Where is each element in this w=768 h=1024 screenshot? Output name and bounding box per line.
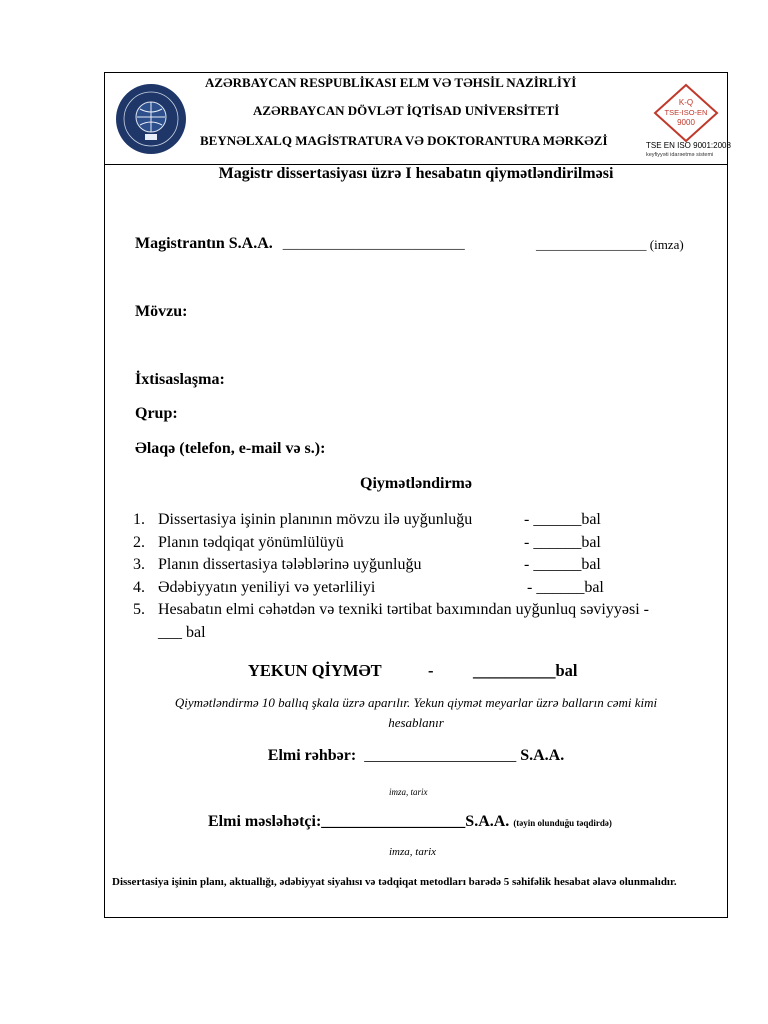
supervisor-row: [105, 747, 727, 765]
student-name-row: [135, 235, 465, 253]
signature-row: [536, 237, 684, 253]
criterion-score: - ______bal: [527, 578, 604, 596]
final-grade-dash: -: [428, 661, 434, 680]
consultant-label: Elmi məsləhətçi:: [208, 813, 322, 830]
criterion-number: 2.: [133, 533, 145, 551]
criterion-score: ___ bal: [158, 624, 206, 641]
cert-text-1: K-Q: [678, 98, 694, 107]
criterion-text: Ədəbiyyatın yeniliyi və yetərliliyi: [158, 578, 376, 596]
supervisor-label: Elmi rəhbər:: [267, 747, 357, 764]
document-header: [105, 73, 731, 165]
supervisor-saa: S.A.A.: [520, 747, 565, 764]
criterion-score: - ______bal: [524, 533, 601, 551]
criterion-text: Dissertasiya işinin planının mövzu ilə uyğunluğu: [158, 511, 473, 528]
final-grade-value: [473, 661, 578, 681]
list-item: [133, 532, 713, 555]
grading-note-line-2: hesablanır: [388, 715, 444, 730]
iso-certificate-icon: [646, 79, 731, 163]
supervisor-blank: ___________________: [364, 747, 517, 764]
final-grade-blank: __________: [473, 661, 556, 680]
criterion-number: 1.: [133, 511, 145, 528]
list-item: [133, 599, 713, 645]
consultant-sign-caption: imza, tarix: [389, 846, 437, 858]
consultant-row: [208, 813, 612, 831]
footer-note: Dissertasiya işinin planı, aktuallığı, ədəbiyyat siyahısı və tədqiqat metodları barədə 5 səhifəlik hesabat əlavə olunmalıdır.: [112, 876, 677, 888]
consultant-condition: (təyin olunduğu təqdirdə): [513, 818, 612, 828]
final-grade-label: YEKUN QİYMƏT: [248, 661, 382, 680]
criterion-number: 3.: [133, 556, 145, 573]
final-grade-unit: bal: [555, 661, 578, 680]
contact-label: Əlaqə (telefon, e-mail və s.):: [135, 440, 326, 457]
supervisor-sign-caption: imza, tarix: [389, 787, 428, 797]
center-name: BEYNƏLXALQ MAGİSTRATURA VƏ DOKTORANTURA MƏRKƏZİ: [200, 133, 608, 148]
list-item: [133, 554, 713, 577]
criterion-number: 4.: [133, 578, 145, 596]
signature-label: (imza): [649, 237, 684, 252]
consultant-blank: __________________: [321, 813, 466, 830]
specialization-label: İxtisaslaşma:: [135, 371, 225, 388]
criterion-score: - ______bal: [524, 511, 601, 528]
criterion-text: Planın dissertasiya tələblərinə uyğunluğu: [158, 556, 422, 573]
list-item: [133, 509, 713, 532]
form-frame: [104, 72, 731, 918]
student-name-label: Magistrantın S.A.A.: [135, 235, 273, 252]
grading-note-line-1: Qiymətləndirmə 10 ballıq şkala üzrə aparılır. Yekun qiymət meyarlar üzrə balların cəmi kimi: [174, 695, 658, 710]
university-name: AZƏRBAYCAN DÖVLƏT İQTİSAD UNİVERSİTETİ: [253, 103, 560, 118]
student-name-blank: __________________________: [282, 237, 465, 252]
list-item: [133, 577, 713, 600]
ministry-name: AZƏRBAYCAN RESPUBLİKASI ELM VƏ TƏHSİL NAZİRLİYİ: [205, 75, 577, 90]
form-title: Magistr dissertasiyası üzrə I hesabatın qiymətləndirilməsi: [218, 165, 614, 182]
criterion-number: 5.: [133, 601, 145, 618]
cert-caption: TSE EN ISO 9001:2008: [646, 141, 731, 150]
criteria-list: [133, 509, 713, 645]
group-label: Qrup:: [135, 405, 178, 422]
criterion-text: Planın tədqiqat yönümlülüyü: [158, 533, 344, 551]
university-logo-icon: [115, 83, 187, 155]
topic-label: Mövzu:: [135, 303, 188, 320]
criterion-text: Hesabatın elmi cəhətdən və texniki tərtibat baxımından uyğunluq səviyyəsi -: [158, 601, 649, 618]
criterion-score: - ______bal: [524, 556, 601, 573]
grading-title: Qiymətləndirmə: [360, 475, 472, 492]
cert-subcaption: keyfiyyəti idarəetmə sistemi: [646, 152, 714, 158]
signature-blank: _________________: [536, 237, 647, 252]
consultant-saa: S.A.A.: [465, 813, 510, 830]
cert-text-3: 9000: [677, 118, 695, 127]
cert-text-2: TSE-ISO-EN: [664, 108, 708, 117]
